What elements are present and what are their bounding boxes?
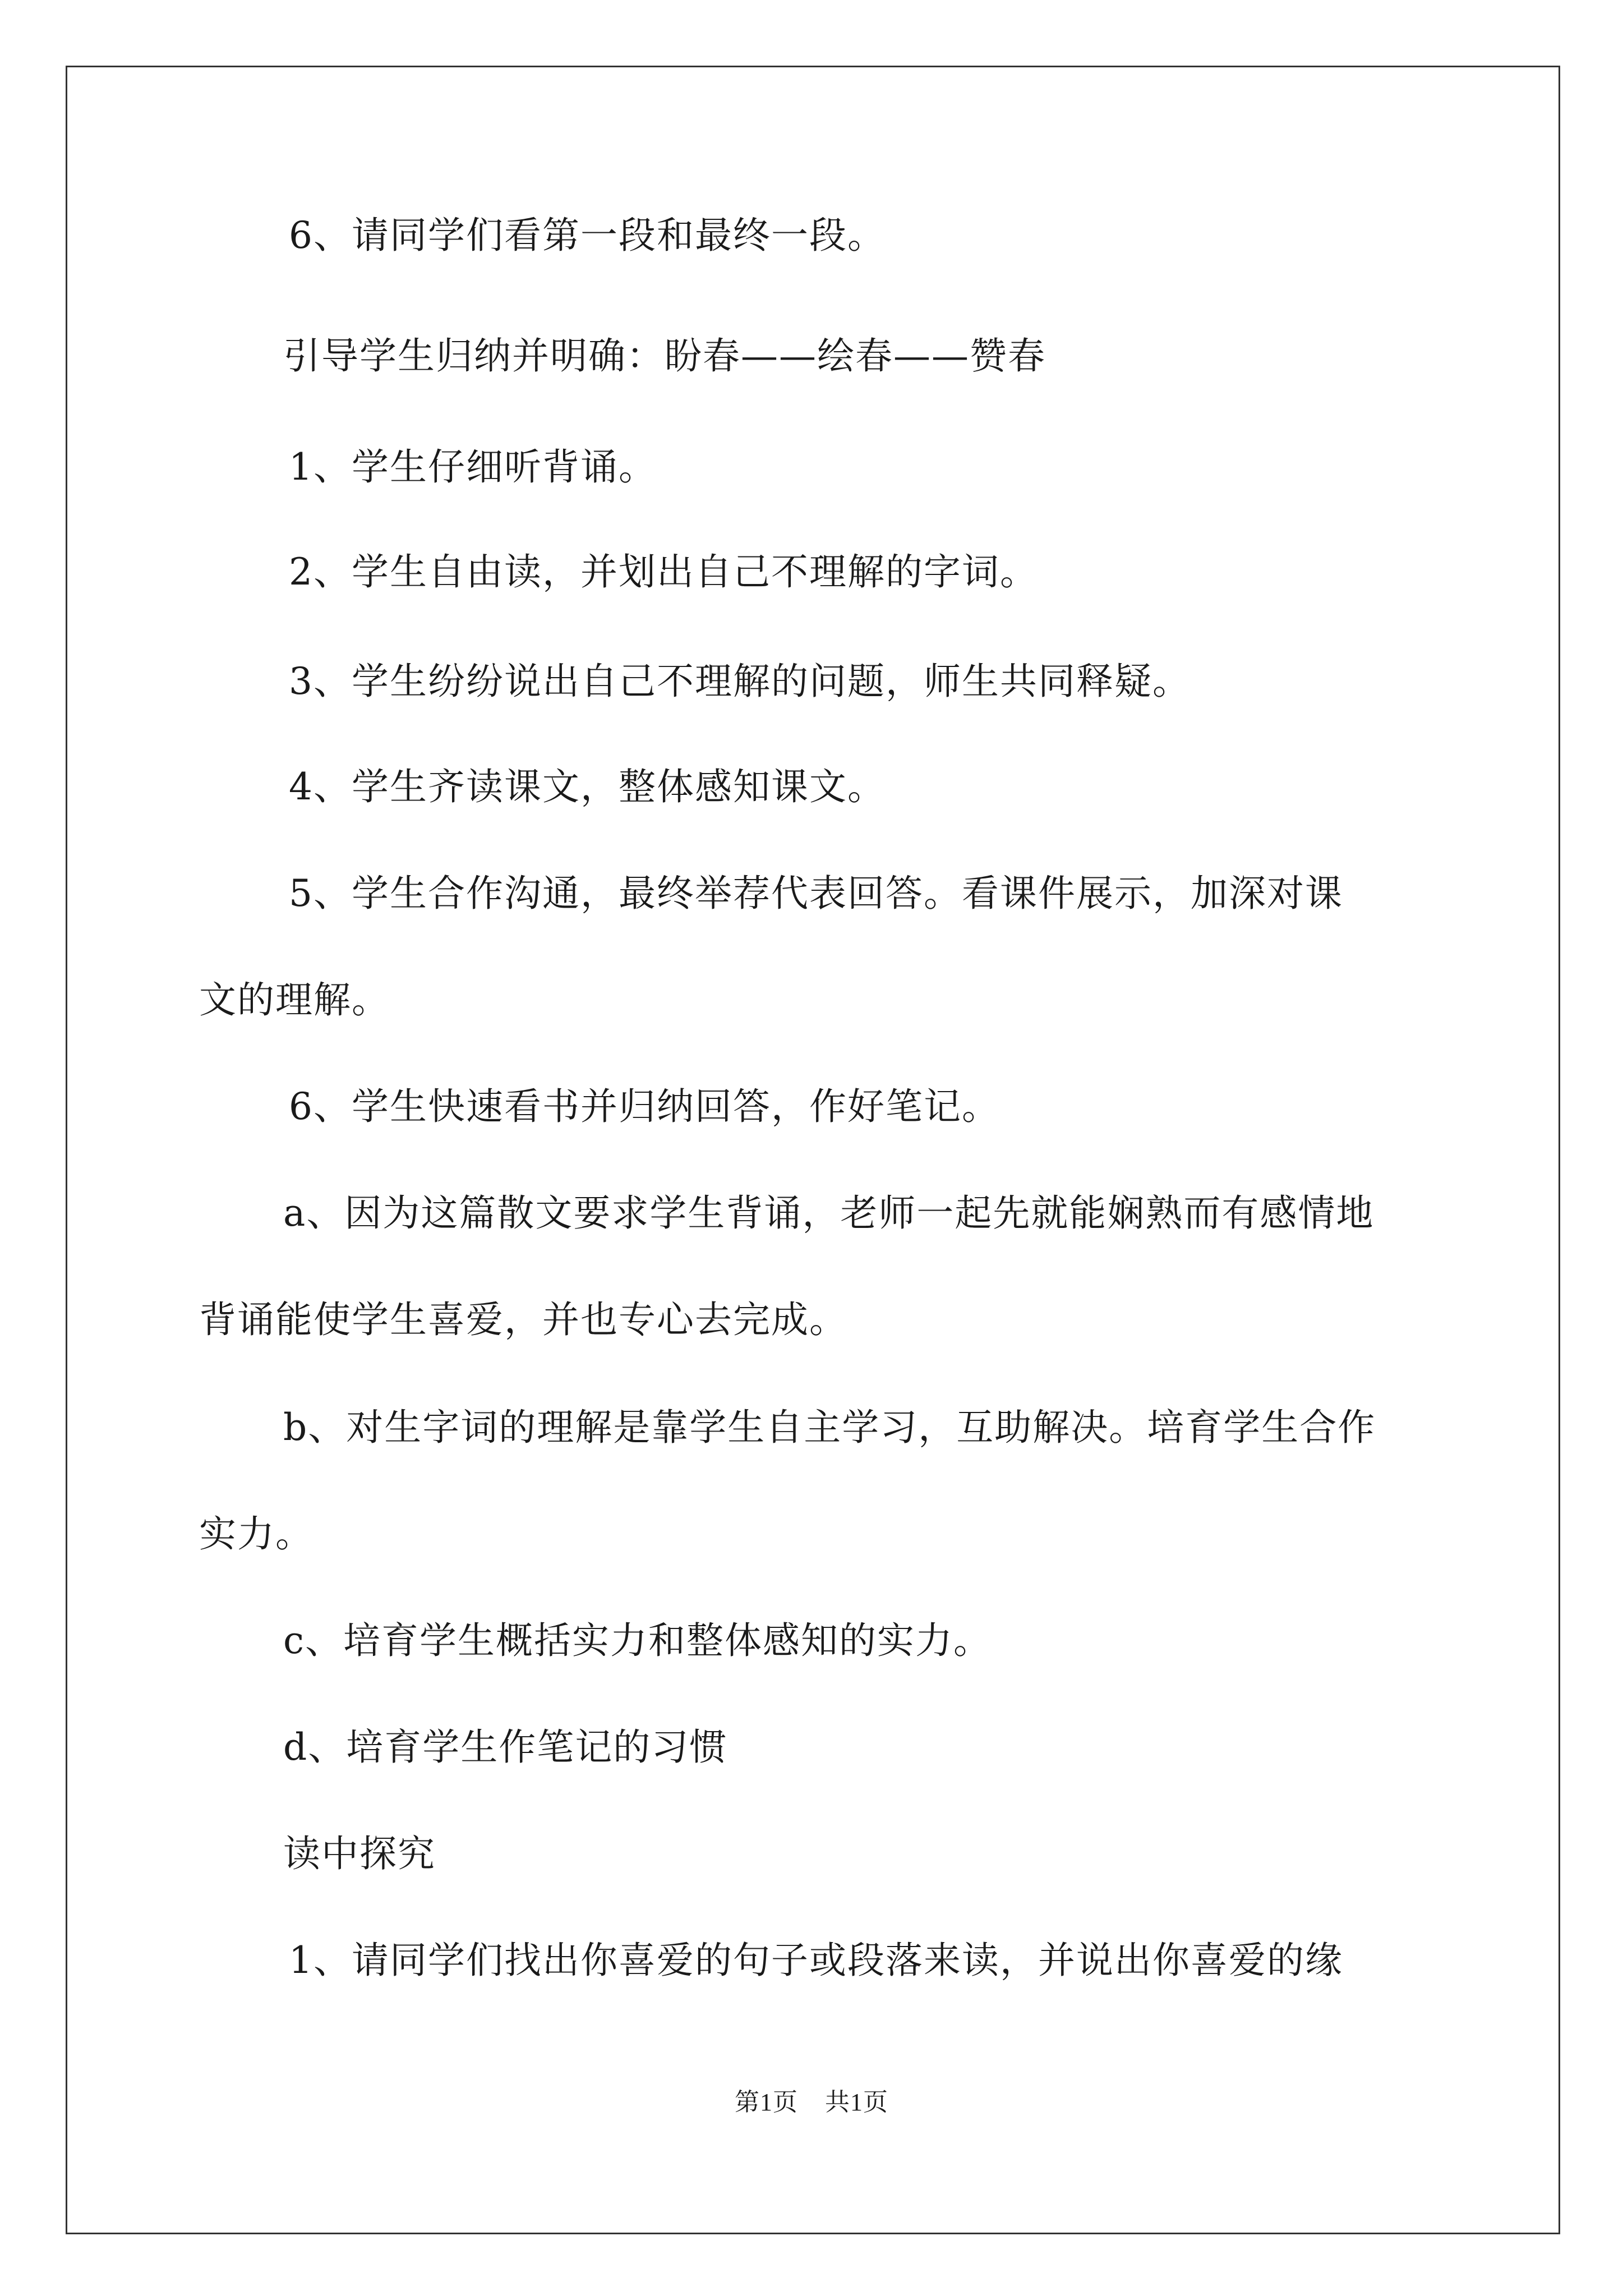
text-line: b、对生字词的理解是靠学生自主学习，互助解决。培育学生合作 bbox=[283, 1406, 1376, 1449]
text-line: 引导学生归纳并明确：盼春——绘春——赞春 bbox=[283, 334, 1046, 378]
page-footer bbox=[0, 2086, 1623, 2119]
text-line: 4、学生齐读课文，整体感知课文。 bbox=[289, 765, 886, 808]
text-line: 5、学生合作沟通，最终举荐代表回答。看课件展示，加深对课 bbox=[289, 872, 1343, 915]
page-number: 第1页 bbox=[735, 2088, 798, 2116]
text-line: 文的理解。 bbox=[199, 978, 390, 1022]
text-line: 6、请同学们看第一段和最终一段。 bbox=[289, 214, 886, 257]
text-line: 背诵能使学生喜爱，并也专心去完成。 bbox=[199, 1298, 847, 1341]
page-border bbox=[66, 66, 1560, 2234]
page-total: 共1页 bbox=[825, 2088, 888, 2116]
text-line: 1、学生仔细听背诵。 bbox=[289, 445, 657, 489]
text-line: c、培育学生概括实力和整体感知的实力。 bbox=[283, 1619, 992, 1662]
text-line: 6、学生快速看书并归纳回答，作好笔记。 bbox=[289, 1085, 1000, 1128]
text-line: 3、学生纷纷说出自己不理解的问题，师生共同释疑。 bbox=[289, 660, 1191, 703]
text-line: 实力。 bbox=[199, 1512, 313, 1556]
text-line: d、培育学生作笔记的习惯 bbox=[283, 1726, 728, 1769]
text-line: 1、请同学们找出你喜爱的句子或段落来读，并说出你喜爱的缘 bbox=[289, 1939, 1343, 1982]
text-line: 2、学生自由读，并划出自己不理解的字词。 bbox=[289, 550, 1038, 593]
text-line: a、因为这篇散文要求学生背诵，老师一起先就能娴熟而有感情地 bbox=[283, 1191, 1375, 1235]
text-line: 读中探究 bbox=[283, 1832, 436, 1875]
